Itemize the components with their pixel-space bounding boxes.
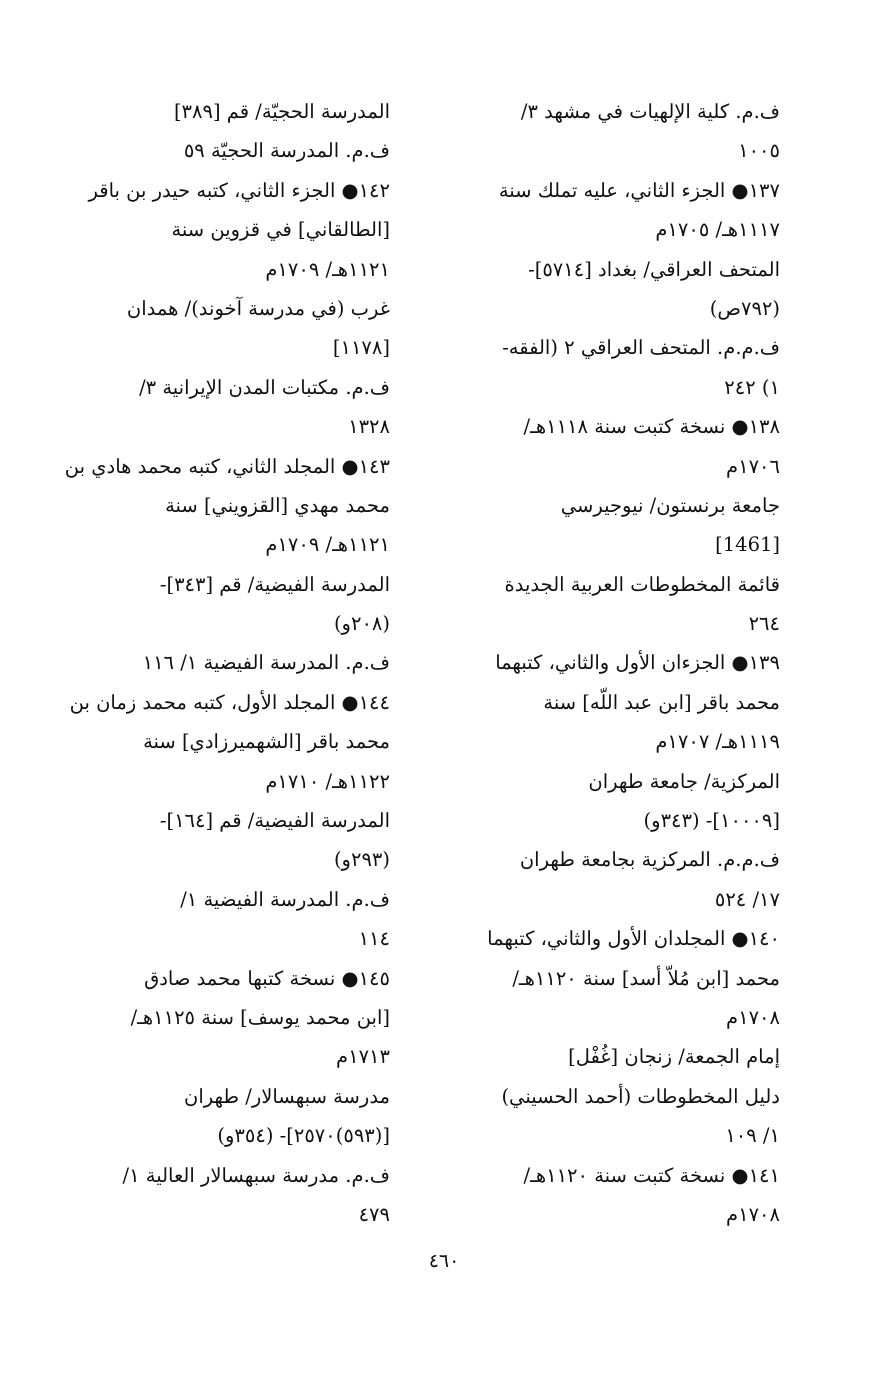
text-line: ف.م. المدرسة الفيضية ١/ (180, 887, 390, 911)
text-line: ١٧١٣م (336, 1045, 390, 1069)
text-line: محمد [ابن مُلاّ أسد] سنة ١١٢٠هـ/ (512, 966, 780, 990)
text-line: إمام الجمعة/ زنجان [غُفْل] (568, 1045, 780, 1069)
text-line: غرب (في مدرسة آخوند)/ همدان (126, 296, 390, 320)
text-line: محمد مهدي [القزويني] سنة (165, 493, 390, 517)
text-line: ف.م. المدرسة الفيضية ١/ ١١٦ (142, 651, 390, 675)
text-line: ١٠٠٥ (738, 139, 780, 163)
text-line: ١٤٢● الجزء الثاني، كتبه حيدر بن باقر (88, 178, 390, 202)
text-line: ١٧٠٨م (726, 1202, 780, 1226)
text-line: [(٥٩٣)٢٥٧٠]- (٣٥٤و) (217, 1124, 390, 1148)
text-line: ١٧٠٨م (726, 1005, 780, 1029)
text-line: ١/ ١٠٩ (725, 1124, 780, 1148)
text-line: ١١١٧هـ/ ١٧٠٥م (655, 218, 780, 242)
text-line: قائمة المخطوطات العربية الجديدة (504, 572, 780, 596)
text-line: [الطالقاني] في قزوين سنة (171, 218, 390, 242)
text-line: المدرسة الحجيّة/ قم [٣٨٩] (173, 100, 390, 123)
text-line: ١١٢١هـ/ ١٧٠٩م (265, 533, 390, 557)
text-line: المدرسة الفيضية/ قم [٣٤٣]- (159, 572, 390, 596)
text-line: مدرسة سبهسالار/ طهران (184, 1084, 390, 1108)
text-line: ١٤٤● المجلد الأول، كتبه محمد زمان بن (69, 690, 390, 714)
text-line: ف.م. المدرسة الحجيّة ٥٩ (183, 139, 390, 163)
text-line: ١١٢٢هـ/ ١٧١٠م (265, 769, 390, 793)
text-line: ١٤١● نسخة كتبت سنة ١١٢٠هـ/ (523, 1163, 780, 1187)
right-column (440, 92, 780, 1234)
text-line: ١٣٨● نسخة كتبت سنة ١١١٨هـ/ (523, 415, 780, 439)
text-line: (٢٩٣و) (333, 848, 390, 872)
text-line: محمد باقر [الشهميرزادي] سنة (143, 730, 390, 754)
text-line: ١٤٥● نسخة كتبها محمد صادق (144, 966, 390, 990)
text-line: ١١١٩هـ/ ١٧٠٧م (655, 730, 780, 754)
text-line: المتحف العراقي/ بغداد [٥٧١٤]- (528, 257, 780, 281)
text-line: ١١٢١هـ/ ١٧٠٩م (265, 257, 390, 281)
text-line: ف.م. مدرسة سبهسالار العالية ١/ (122, 1163, 390, 1187)
left-column (50, 92, 390, 1234)
text-line: [١٠٠٠٩]- (٣٤٣و) (643, 809, 780, 833)
text-line: ف.م.م. المركزية بجامعة طهران (519, 848, 780, 872)
text-line: [١١٧٨] (332, 336, 390, 360)
text-line: ف.م.م. المتحف العراقي ٢ (الفقه- (502, 336, 780, 360)
text-line: دليل المخطوطات (أحمد الحسيني) (501, 1084, 780, 1108)
text-line: المركزية/ جامعة طهران (588, 769, 780, 793)
page-number: ٤٦٠ (428, 1250, 460, 1272)
text-line: (٢٠٨و) (333, 612, 390, 636)
text-line: ف.م. كلية الإلهيات في مشهد ٣/ (520, 100, 780, 123)
text-line: ١٣٢٨ (348, 415, 390, 439)
text-line: (٧٩٢ص) (709, 296, 780, 320)
text-line: ١٣٩● الجزءان الأول والثاني، كتبهما (495, 651, 780, 675)
text-line: المدرسة الفيضية/ قم [١٦٤]- (159, 809, 390, 833)
text-line: [1461] (715, 533, 780, 557)
text-line: ١) ٢٤٢ (724, 375, 780, 399)
text-line: ٤٧٩ (358, 1202, 390, 1226)
text-line: جامعة برنستون/ نيوجيرسي (560, 493, 780, 517)
text-line: ١٧/ ٥٢٤ (714, 887, 780, 911)
text-line: محمد باقر [ابن عبد اللّه] سنة (543, 690, 780, 714)
text-line: ١٧٠٦م (726, 454, 780, 478)
text-line: ١٤٣● المجلد الثاني، كتبه محمد هادي بن (64, 454, 390, 478)
text-line: ١٤٠● المجلدان الأول والثاني، كتبهما (487, 927, 780, 951)
text-line: ١٣٧● الجزء الثاني، عليه تملك سنة (498, 178, 780, 202)
text-line: ف.م. مكتبات المدن الإيرانية ٣/ (139, 375, 390, 399)
text-line: [ابن محمد يوسف] سنة ١١٢٥هـ/ (130, 1005, 390, 1029)
text-line: ٢٦٤ (748, 612, 780, 636)
text-line: ١١٤ (358, 927, 390, 951)
